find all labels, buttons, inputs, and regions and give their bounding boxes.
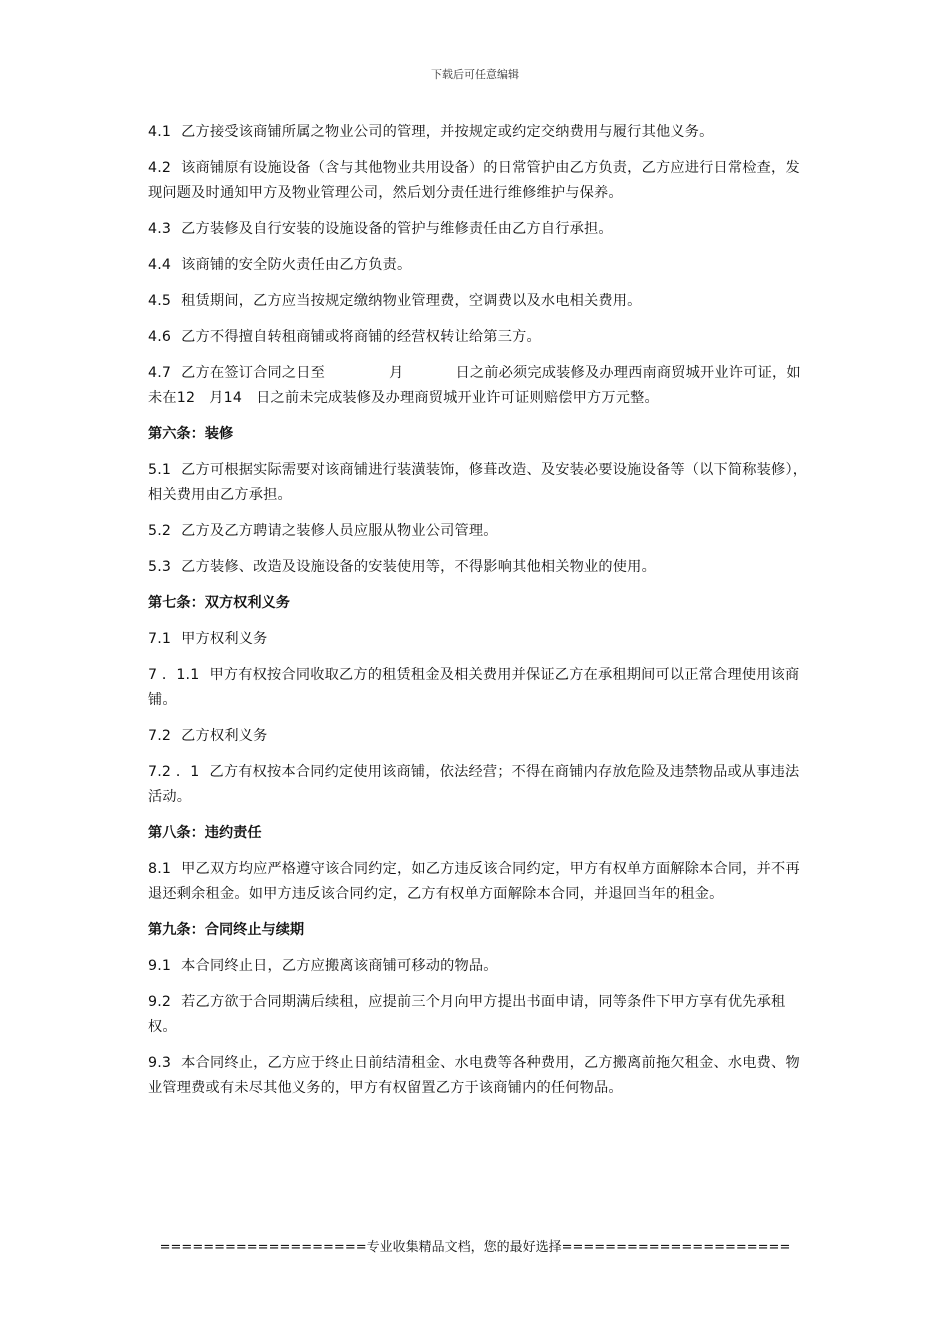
clause-number: 5.2	[148, 523, 172, 539]
clause-number: 4.5	[148, 293, 172, 309]
clause-9-1	[148, 954, 812, 979]
clause-4-5	[148, 289, 812, 314]
clause-number: 7.2	[148, 728, 172, 744]
clause-number: 7.2 ．1	[148, 764, 200, 780]
clause-number: 4.7	[148, 365, 172, 381]
section-heading-8: 第八条：违约责任	[148, 825, 262, 841]
clause-4-7	[148, 361, 812, 411]
clause-9-2	[148, 990, 812, 1040]
clause-number: 9.2	[148, 994, 172, 1010]
clause-text: 月	[389, 365, 404, 381]
clause-number: 5.3	[148, 559, 172, 575]
clause-number: 4.1	[148, 124, 172, 140]
clause-text: 乙方不得擅自转租商铺或将商铺的经营权转让给第三方。	[181, 329, 541, 345]
clause-text: 甲乙双方均应严格遵守该合同约定，如乙方违反该合同约定，甲方有权单方面解除本合同，并不再退还剩余租金。如甲方违反该合同约定，乙方有权单方面解除本合同，并退回当年的租金。	[148, 861, 800, 902]
clause-number: 4.4	[148, 257, 172, 273]
clause-number: 7.1	[148, 631, 172, 647]
page-header: 下载后可任意编辑	[431, 68, 519, 81]
clause-text: 乙方可根据实际需要对该商铺进行装潢装饰，修葺改造、及安装必要设施设备等（以下简称装修），相关费用由乙方承担。	[148, 462, 808, 503]
clause-number: 4.6	[148, 329, 172, 345]
document-body	[148, 120, 812, 1112]
clause-number: 9.1	[148, 958, 172, 974]
clause-text: 若乙方欲于合同期满后续租，应提前三个月向甲方提出书面申请，同等条件下甲方享有优先承租权。	[148, 994, 786, 1035]
clause-number: 4.3	[148, 221, 172, 237]
clause-7-2-1	[148, 760, 812, 810]
section-heading-9: 第九条：合同终止与续期	[148, 922, 305, 938]
clause-text: 日之前未完成装修及办理商贸城开业许可证则赔偿甲方万元整。	[256, 390, 659, 406]
clause-4-6	[148, 325, 812, 350]
clause-number: 5.1	[148, 462, 172, 478]
clause-4-4	[148, 253, 812, 278]
clause-text: 乙方装修及自行安装的设施设备的管护与维修责任由乙方自行承担。	[181, 221, 613, 237]
clause-7-2	[148, 724, 812, 749]
clause-number: 4.2	[148, 160, 172, 176]
clause-5-3	[148, 555, 812, 580]
clause-text: 日之前必须完成装修及办理西南商贸城开业许可证，如未在	[148, 365, 801, 406]
clause-5-2	[148, 519, 812, 544]
clause-7-1-1	[148, 663, 812, 713]
clause-text: 租赁期间，乙方应当按规定缴纳物业管理费，空调费以及水电相关费用。	[181, 293, 642, 309]
clause-text: 该商铺的安全防火责任由乙方负责。	[181, 257, 412, 273]
day-value: 14	[223, 390, 243, 406]
month-value: 12	[176, 390, 196, 406]
clause-5-1	[148, 458, 812, 508]
clause-text: 本合同终止日，乙方应搬离该商铺可移动的物品。	[181, 958, 498, 974]
section-heading-6: 第六条：装修	[148, 426, 234, 442]
clause-text: 乙方权利义务	[181, 728, 268, 744]
clause-4-3	[148, 217, 812, 242]
clause-7-1	[148, 627, 812, 652]
clause-text: 月	[209, 390, 224, 406]
clause-4-2	[148, 156, 812, 206]
clause-text: 乙方及乙方聘请之装修人员应服从物业公司管理。	[181, 523, 498, 539]
clause-text: 乙方有权按本合同约定使用该商铺，依法经营；不得在商铺内存放危险及违禁物品或从事违法活动。	[148, 764, 800, 805]
clause-text: 甲方权利义务	[181, 631, 268, 647]
clause-text: 该商铺原有设施设备（含与其他物业共用设备）的日常管护由乙方负责，乙方应进行日常检查，发现问题及时通知甲方及物业管理公司，然后划分责任进行维修维护与保养。	[148, 160, 800, 201]
page-footer: ===================专业收集精品文档，您的最好选择=====================	[159, 1240, 791, 1255]
clause-text: 甲方有权按合同收取乙方的租赁租金及相关费用并保证乙方在承租期间可以正常合理使用该商铺。	[148, 667, 800, 708]
clause-4-1	[148, 120, 812, 145]
clause-number: 7 ．1.1	[148, 667, 200, 683]
clause-text: 乙方装修、改造及设施设备的安装使用等，不得影响其他相关物业的使用。	[181, 559, 656, 575]
section-heading-7: 第七条：双方权利义务	[148, 595, 290, 611]
clause-text: 乙方在签订合同之日至	[181, 365, 326, 381]
clause-text: 本合同终止，乙方应于终止日前结清租金、水电费等各种费用，乙方搬离前拖欠租金、水电费、物业管理费或有未尽其他义务的，甲方有权留置乙方于该商铺内的任何物品。	[148, 1055, 800, 1096]
clause-8-1	[148, 857, 812, 907]
clause-9-3	[148, 1051, 812, 1101]
clause-number: 8.1	[148, 861, 172, 877]
clause-text: 乙方接受该商铺所属之物业公司的管理，并按规定或约定交纳费用与履行其他义务。	[181, 124, 714, 140]
clause-number: 9.3	[148, 1055, 172, 1071]
